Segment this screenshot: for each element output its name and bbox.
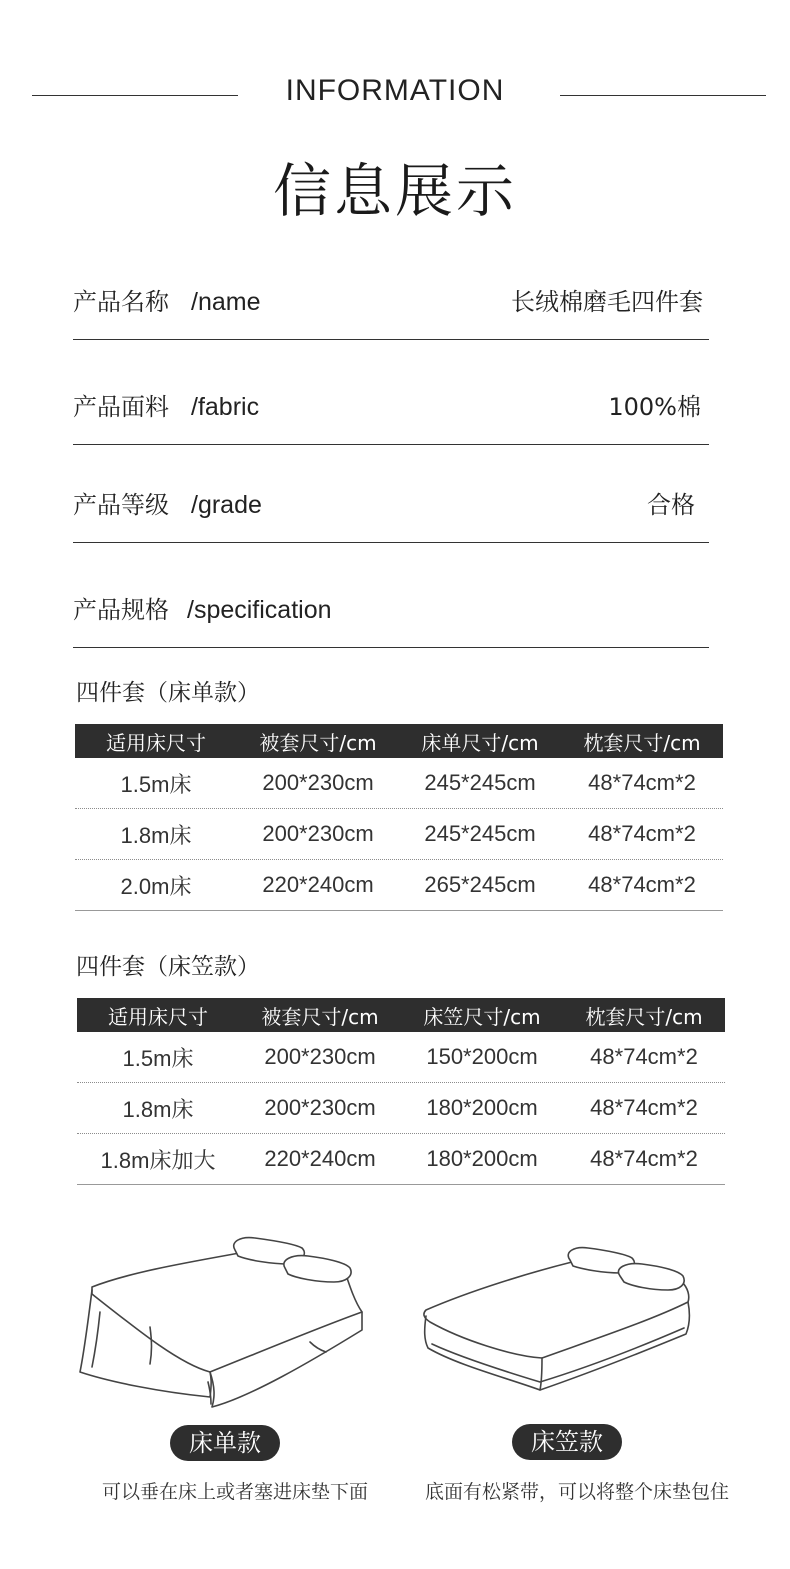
table-row <box>77 1032 725 1083</box>
info-label-cn: 产品规格 <box>73 596 169 624</box>
info-row-specification <box>73 590 709 650</box>
table-cell: 200*230cm <box>264 1044 376 1069</box>
table-header <box>77 998 725 1032</box>
spec-table-sheet <box>75 724 723 911</box>
style-pill-sheet: 床单款 <box>170 1425 280 1461</box>
table-cell: 180*200cm <box>426 1146 538 1171</box>
caption-fitted: 底面有松紧带，可以将整个床垫包住 <box>425 1481 730 1503</box>
info-label-cn: 产品面料 <box>73 393 169 421</box>
header-cell: 床单尺寸/cm <box>421 730 539 755</box>
table-row <box>77 1083 725 1134</box>
table-cell: 220*240cm <box>264 1146 376 1171</box>
table-cell: 220*240cm <box>262 872 374 897</box>
info-label <box>73 387 259 422</box>
header-title-en: INFORMATION <box>285 74 505 107</box>
header-cell: 适用床尺寸 <box>108 1004 208 1029</box>
info-label-en: /specification <box>187 596 332 624</box>
table-header <box>75 724 723 758</box>
table-cell: 245*245cm <box>424 821 536 846</box>
table-cell: 200*230cm <box>262 821 374 846</box>
table-cell: 48*74cm*2 <box>590 1146 698 1171</box>
info-divider <box>73 647 709 648</box>
table-cell: 1.8m床 <box>120 822 192 848</box>
table-title-fitted: 四件套（床笠款） <box>76 954 260 980</box>
info-row-name <box>73 282 709 342</box>
header-cell: 床笠尺寸/cm <box>423 1004 541 1029</box>
table-cell: 48*74cm*2 <box>590 1044 698 1069</box>
info-label-cn: 产品名称 <box>73 288 169 316</box>
info-row-grade <box>73 485 709 545</box>
info-label <box>73 282 260 317</box>
info-label-en: /grade <box>191 491 262 519</box>
info-label-en: /fabric <box>191 393 260 421</box>
style-pill-fitted: 床笠款 <box>512 1424 622 1460</box>
info-value: 100%棉 <box>608 393 701 421</box>
fitted-sheet-bed-illustration <box>412 1240 702 1400</box>
header-cell: 适用床尺寸 <box>106 730 206 755</box>
info-value: 合格 <box>647 491 695 519</box>
table-cell: 245*245cm <box>424 770 536 795</box>
info-divider <box>73 444 709 445</box>
info-label <box>73 590 332 625</box>
caption-sheet: 可以垂在床上或者塞进床垫下面 <box>102 1481 369 1503</box>
table-cell: 1.8m床加大 <box>100 1147 216 1173</box>
header-cell: 枕套尺寸/cm <box>585 1004 703 1029</box>
table-cell: 1.5m床 <box>120 771 192 797</box>
table-cell: 150*200cm <box>426 1044 538 1069</box>
header-cell: 被套尺寸/cm <box>261 1004 379 1029</box>
header-cell: 被套尺寸/cm <box>259 730 377 755</box>
info-row-fabric <box>73 387 709 447</box>
table-row <box>75 809 723 860</box>
table-cell: 48*74cm*2 <box>590 1095 698 1120</box>
spec-table-fitted <box>77 998 725 1185</box>
info-label-en: /name <box>191 288 261 316</box>
table-cell: 180*200cm <box>426 1095 538 1120</box>
info-label <box>73 485 262 520</box>
header-title-cn: 信息展示 <box>272 157 517 225</box>
table-cell: 1.5m床 <box>122 1045 194 1071</box>
info-value: 长绒棉磨毛四件套 <box>511 288 703 316</box>
table-row <box>75 758 723 809</box>
info-label-cn: 产品等级 <box>73 491 169 519</box>
table-cell: 1.8m床 <box>122 1096 194 1122</box>
table-cell: 2.0m床 <box>120 873 192 899</box>
table-row <box>75 860 723 911</box>
table-title-sheet: 四件套（床单款） <box>76 680 260 706</box>
table-cell: 48*74cm*2 <box>588 770 696 795</box>
table-row <box>77 1134 725 1185</box>
info-divider <box>73 339 709 340</box>
flat-sheet-bed-illustration <box>70 1232 370 1412</box>
table-cell: 200*230cm <box>262 770 374 795</box>
table-cell: 48*74cm*2 <box>588 821 696 846</box>
table-cell: 200*230cm <box>264 1095 376 1120</box>
info-divider <box>73 542 709 543</box>
table-cell: 265*245cm <box>424 872 536 897</box>
header-cell: 枕套尺寸/cm <box>583 730 701 755</box>
table-cell: 48*74cm*2 <box>588 872 696 897</box>
